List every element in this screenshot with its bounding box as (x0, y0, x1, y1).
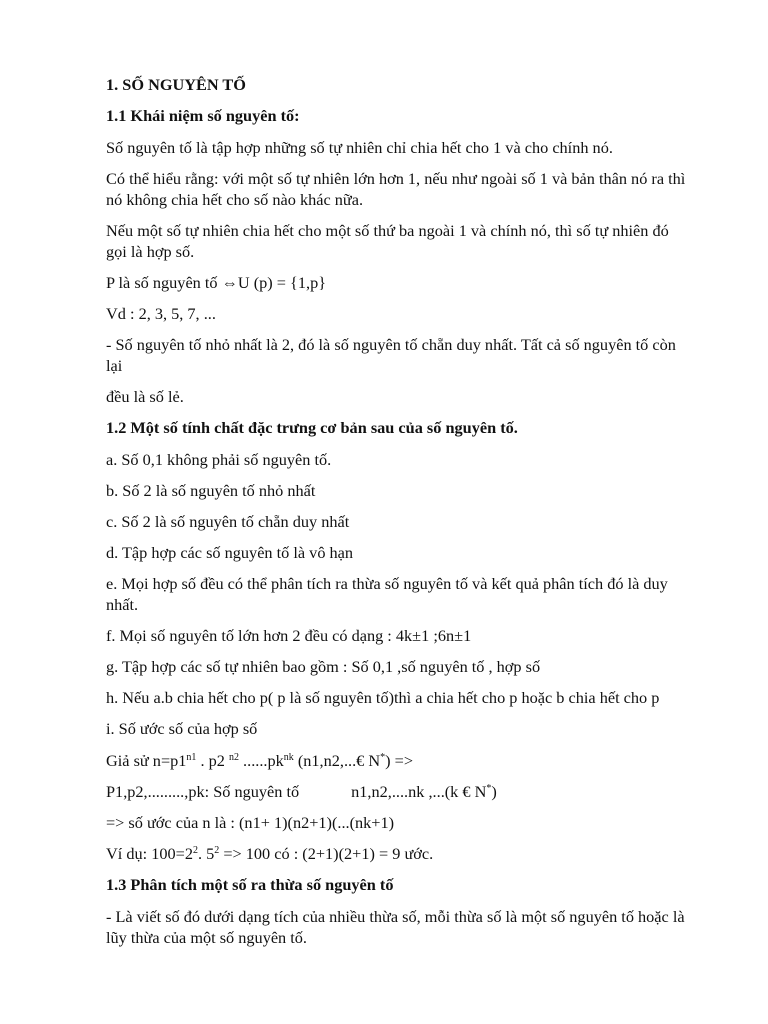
property-e: e. Mọi hợp số đều có thể phân tích ra thừa số nguyên tố và kết quả phân tích đó là duy nhất. (106, 574, 668, 614)
property-h: h. Nếu a.b chia hết cho p( p là số nguyên tố)thì a chia hết cho p hoặc b chia hết cho p (106, 688, 660, 707)
section-1-3-title: 1.3 Phân tích một số ra thừa số nguyên tố (106, 875, 394, 894)
property-f: f. Mọi số nguyên tố lớn hơn 2 đều có dạng : 4k±1 ;6n±1 (106, 626, 472, 645)
property-c: c. Số 2 là số nguyên tố chẵn duy nhất (106, 512, 350, 531)
note-paragraph: - Số nguyên tố nhỏ nhất là 2, đó là số nguyên tố chẵn duy nhất. Tất cả số nguyên tố còn lại (106, 335, 676, 375)
explanation-paragraph: Có thể hiểu rằng: với một số tự nhiên lớn hơn 1, nếu như ngoài số 1 và bản thân nó ra thì nó không chia hết cho số nào khác nữa. (106, 169, 686, 209)
divisor-count-formula: => số ước của n là : (n1+ 1)(n2+1)(...(nk+1) (106, 813, 395, 832)
section-1-2-title: 1.2 Một số tính chất đặc trưng cơ bản sau của số nguyên tố. (106, 418, 518, 437)
factorization-paragraph: - Là viết số đó dưới dạng tích của nhiều thừa số, mỗi thừa số là một số nguyên tố hoặc là lũy thừa của một số nguyên tố. (106, 907, 685, 947)
property-d: d. Tập hợp các số nguyên tố là vô hạn (106, 543, 354, 562)
section-1-1-title: 1.1 Khái niệm số nguyên tố: (106, 106, 300, 125)
definition-paragraph: Số nguyên tố là tập hợp những số tự nhiên chỉ chia hết cho 1 và cho chính nó. (106, 138, 613, 157)
property-b: b. Số 2 là số nguyên tố nhỏ nhất (106, 481, 316, 500)
composite-paragraph: Nếu một số tự nhiên chia hết cho một số thứ ba ngoài 1 và chính nó, thì số tự nhiên đó gọi là hợp số. (106, 221, 669, 261)
primes-definition-line: P1,p2,.........,pk: Số nguyên tố n1,n2,....nk ,...(k € N*) (106, 782, 497, 801)
divisor-example: Ví dụ: $100=2^2$. $5^2 => 100$ có : (2+1)(2+1) = 9 ước. (106, 844, 434, 863)
property-a: a. Số 0,1 không phải số nguyên tố. (106, 450, 332, 469)
factorization-assumption: Giả sử $n=p1^{n1}$ . p2 $^{n2}$ $......pk^{nk}$ (n1,n2,...€ N*) => (106, 751, 413, 770)
example-line: Vd : 2, 3, 5, 7, ... (106, 304, 216, 323)
property-g: g. Tập hợp các số tự nhiên bao gồm : Số 0,1 ,số nguyên tố , hợp số (106, 657, 541, 676)
prime-formula: P là số nguyên tố ⇔U (p) = {1,p} (106, 273, 327, 292)
document-heading: 1. SỐ NGUYÊN TỐ (106, 75, 246, 94)
property-i: i. Số ước số của hợp số (106, 719, 258, 738)
note-paragraph-end: đều là số lẻ. (106, 387, 184, 406)
